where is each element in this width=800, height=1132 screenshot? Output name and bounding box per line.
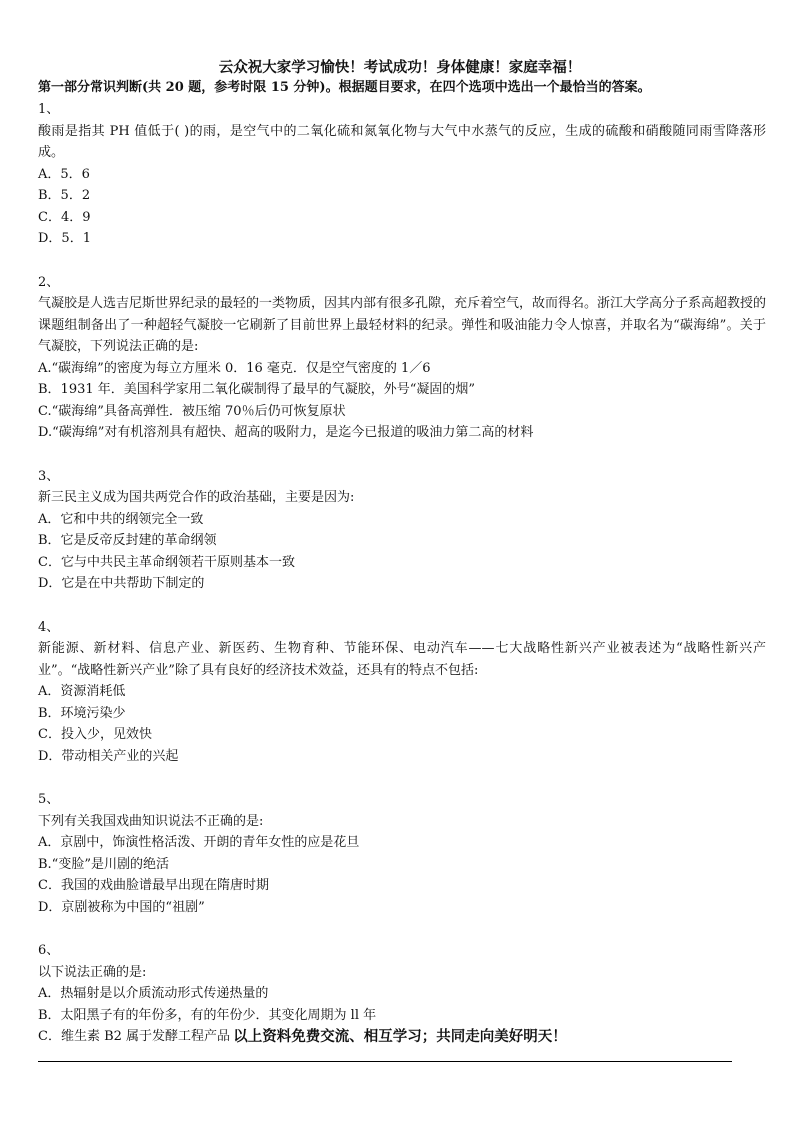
option-d: D．带动相关产业的兴起 xyxy=(38,748,179,764)
option-c: C．4．9 xyxy=(38,209,91,225)
option-c: C．它与中共民主革命纲领若干原则基本一致 xyxy=(38,554,295,570)
question-text: 新三民主义成为国共两党合作的政治基础，主要是因为: xyxy=(38,490,355,505)
question-text: 以下说法正确的是: xyxy=(38,964,147,980)
question-text: 酸雨是指其 PH 值低于( )的雨，是空气中的二氧化硫和氮氧化物与大气中水蒸气的反应，生成的硫酸和硝酸随同雨雪降落形成。 xyxy=(38,123,766,160)
question-5 xyxy=(38,789,766,918)
question-2 xyxy=(38,272,766,444)
question-4 xyxy=(38,617,766,768)
option-c: C．我国的戏曲脸谱最早出现在隋唐时期 xyxy=(38,878,269,893)
question-3 xyxy=(38,466,766,595)
option-d: D．5．1 xyxy=(38,231,91,246)
option-b: B．太阳黑子有的年份多，有的年份少．其变化周期为 ll 年 xyxy=(38,1007,377,1023)
option-d: D．它是在中共帮助下制定的 xyxy=(38,576,205,591)
option-d: D．京剧被称为中国的“祖剧” xyxy=(38,899,205,915)
footer-divider xyxy=(38,1061,732,1062)
question-number: 2、 xyxy=(38,274,60,290)
option-a: A．5．6 xyxy=(38,166,90,182)
footer-slogan: 以上资料免费交流、相互学习；共同走向美好明天！ xyxy=(233,1028,567,1045)
option-b: B．5．2 xyxy=(38,188,91,203)
question-text: 气凝胶是人选吉尼斯世界纪录的最轻的一类物质，因其内部有很多孔隙，充斥着空气，故而得名。浙江大学高分子系高超教授的课题组制备出了一种超轻气凝胶一它刷新了目前世界上最轻材料的纪录。弹性和吸油能力令人惊喜，并取名为“碳海绵”。关于气凝胶，下列说法正确的是: xyxy=(38,296,767,354)
section-instructions: 第一部分常识判断(共 20 题，参考时限 15 分钟)。根据题目要求，在四个选项中选出一个最恰当的答案。 xyxy=(38,80,651,95)
option-a: A．京剧中，饰演性格活泼、开朗的青年女性的应是花旦 xyxy=(38,835,360,850)
question-number: 1、 xyxy=(38,102,60,117)
option-a: A．资源消耗低 xyxy=(38,684,126,699)
page-title: 云众祝大家学习愉快！考试成功！身体健康！家庭幸福！ xyxy=(218,59,582,76)
question-list xyxy=(38,99,766,1070)
option-b: B.“变脸”是川剧的绝活 xyxy=(38,856,169,872)
option-b: B．它是反帝反封建的革命纲领 xyxy=(38,533,217,548)
option-a: A．热辐射是以介质流动形式传递热量的 xyxy=(38,986,269,1001)
question-number: 3、 xyxy=(38,468,60,484)
option-a: A．它和中共的纲领完全一致 xyxy=(38,511,204,527)
question-text: 下列有关我国戏曲知识说法不正确的是: xyxy=(38,813,264,829)
option-a: A.“碳海绵”的密度为每立方厘米 0．16 毫克．仅是空气密度的 1／6 xyxy=(38,360,431,376)
option-b: B．环境污染少 xyxy=(38,705,126,721)
question-text: 新能源、新材料、信息产业、新医药、生物育种、节能环保、电动汽车——七大战略性新兴产业被表述为“战略性新兴产业”。“战略性新兴产业”除了具有良好的经济技术效益，还具有的特点不包括: xyxy=(38,641,766,678)
question-number: 5、 xyxy=(38,792,60,807)
option-b: B．1931 年．美国科学家用二氧化碳制得了最早的气凝胶，外号“凝固的烟” xyxy=(38,382,476,397)
question-1 xyxy=(38,99,766,250)
option-c: C．投入少，见效快 xyxy=(38,727,152,742)
option-d: D.“碳海绵”对有机溶剂具有超快、超高的吸附力，是迄今已报道的吸油力第二高的材料 xyxy=(38,425,534,440)
question-number: 6、 xyxy=(38,943,60,958)
question-number: 4、 xyxy=(38,619,60,635)
option-c: C.“碳海绵”具备高弹性．被压缩 70％后仍可恢复原状 xyxy=(38,403,346,419)
option-c: C．维生素 B2 属于发酵工程产品 xyxy=(38,1029,231,1044)
